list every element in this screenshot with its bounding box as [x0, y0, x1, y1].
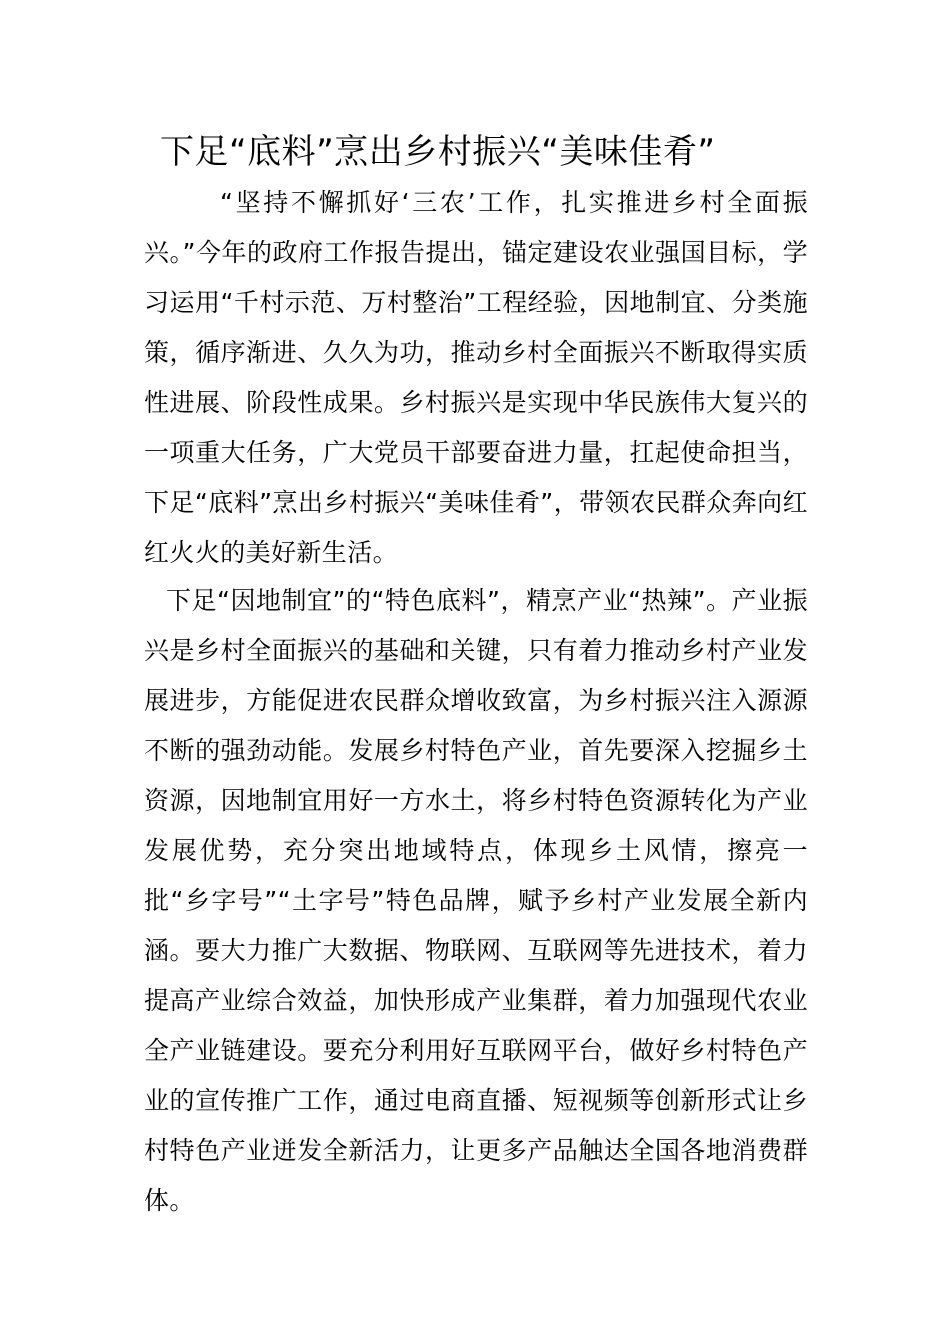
- paragraph-industry: 下足“因地制宜”的“特色底料”，精烹产业“热辣”。产业振兴是乡村全面振兴的基础和关键，只有着力推动乡村产业发展进步，方能促进农民群众增收致富，为乡村振兴注入源源不断的强劲动能。发展乡村特色产业，首先要深入挖掘乡土资源，因地制宜用好一方水土，将乡村特色资源转化为产业发展优势，充分突出地域特点，体现乡土风情，擦亮一批“乡字号”“土字号”特色品牌，赋予乡村产业发展全新内涵。要大力推广大数据、物联网、互联网等先进技术，着力提高产业综合效益，加快形成产业集群，着力加强现代农业全产业链建设。要充分利用好互联网平台，做好乡村特色产业的宣传推广工作，通过电商直播、短视频等创新形式让乡村特色产业迸发全新活力，让更多产品触达全国各地消费群体。: [144, 586, 808, 1215]
- paragraph-intro: “坚持不懈抓好‘三农’工作，扎实推进乡村全面振兴。”今年的政府工作报告提出，锚定建设农业强国目标，学习运用“千村示范、万村整治”工程经验，因地制宜、分类施策，循序渐进、久久为功，推动乡村全面振兴不断取得实质性进展、阶段性成果。乡村振兴是实现中华民族伟大复兴的一项重大任务，广大党员干部要奋进力量，扛起使命担当，下足“底料”烹出乡村振兴“美味佳肴”，带领农民群众奔向红红火火的美好新生活。: [144, 188, 808, 567]
- document-title: 下足“底料”烹出乡村振兴“美味佳肴”: [160, 132, 716, 172]
